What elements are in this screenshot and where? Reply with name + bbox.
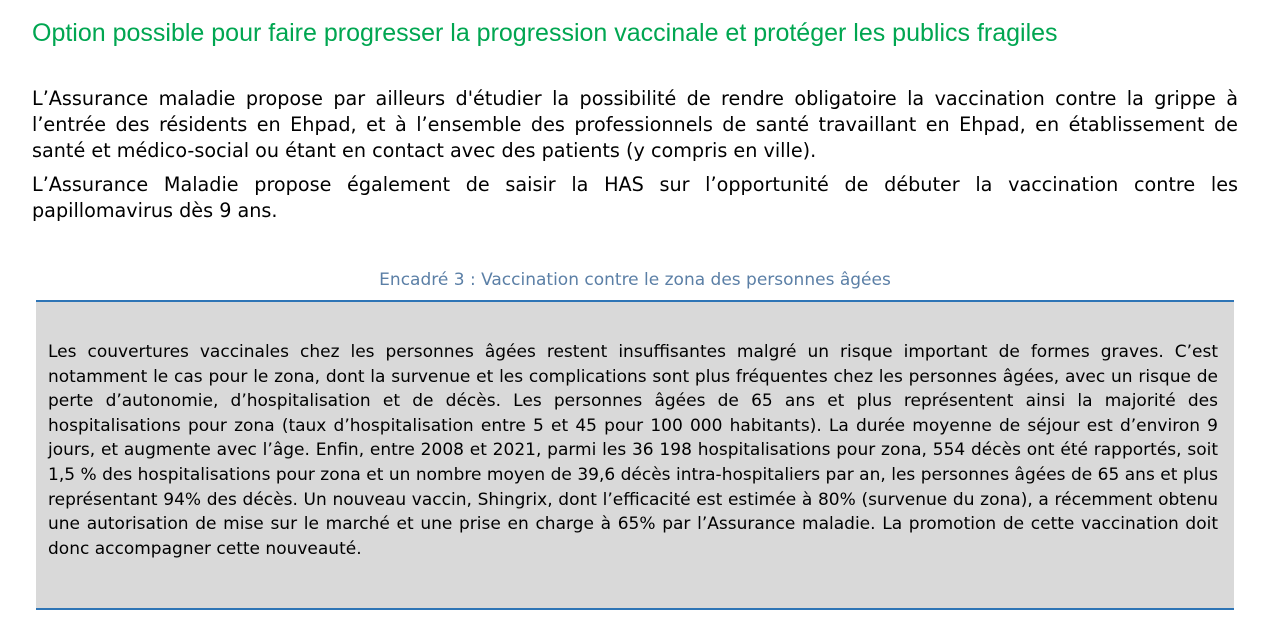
encadre-box [36,300,1234,610]
section-heading: Option possible pour faire progresser la progression vaccinale et protéger les publics fragiles [32,19,1058,47]
paragraph-papillomavirus: L’Assurance Maladie propose également de saisir la HAS sur l’opportunité de débuter la vaccination contre les papillomavirus dès 9 ans. [32,173,1238,222]
paragraph-grippe-ehpad: L’Assurance maladie propose par ailleurs d'étudier la possibilité de rendre obligatoire la vaccination contre la grippe à l’entrée des résidents en Ehpad, et à l’ensemble des professionnels de santé travaillant en Ehpad, en établissement de santé et médico-social ou étant en contact avec des patients (y compris en ville). [32,87,1238,162]
encadre-text: Les couvertures vaccinales chez les personnes âgées restent insuffisantes malgré un risque important de formes graves. C’est notamment le cas pour le zona, dont la survenue et les complications sont plus fréquentes chez les personnes âgées, avec un risque de perte d’autonomie, d’hospitalisation et de décès. Les personnes âgées de 65 ans et plus représentent ainsi la majorité des hospitalisations pour zona (taux d’hospitalisation entre 5 et 45 pour 100 000 habitants). La durée moyenne de séjour est d’environ 9 jours, et augmente avec l’âge. Enfin, entre 2008 et 2021, parmi les 36 198 hospitalisations pour zona, 554 décès ont été rapportés, soit 1,5 % des hospitalisations pour zona et un nombre moyen de 39,6 décès intra-hospitaliers par an, les personnes âgées de 65 ans et plus représentant 94% des décès. Un nouveau vaccin, Shingrix, dont l’efficacité est estimée à 80% (survenue du zona), a récemment obtenu une autorisation de mise sur le marché et une prise en charge à 65% par l’Assurance maladie. La promotion de cette vaccination doit donc accompagner cette nouveauté. [48,342,1218,559]
encadre-caption: Encadré 3 : Vaccination contre le zona des personnes âgées [379,270,891,290]
